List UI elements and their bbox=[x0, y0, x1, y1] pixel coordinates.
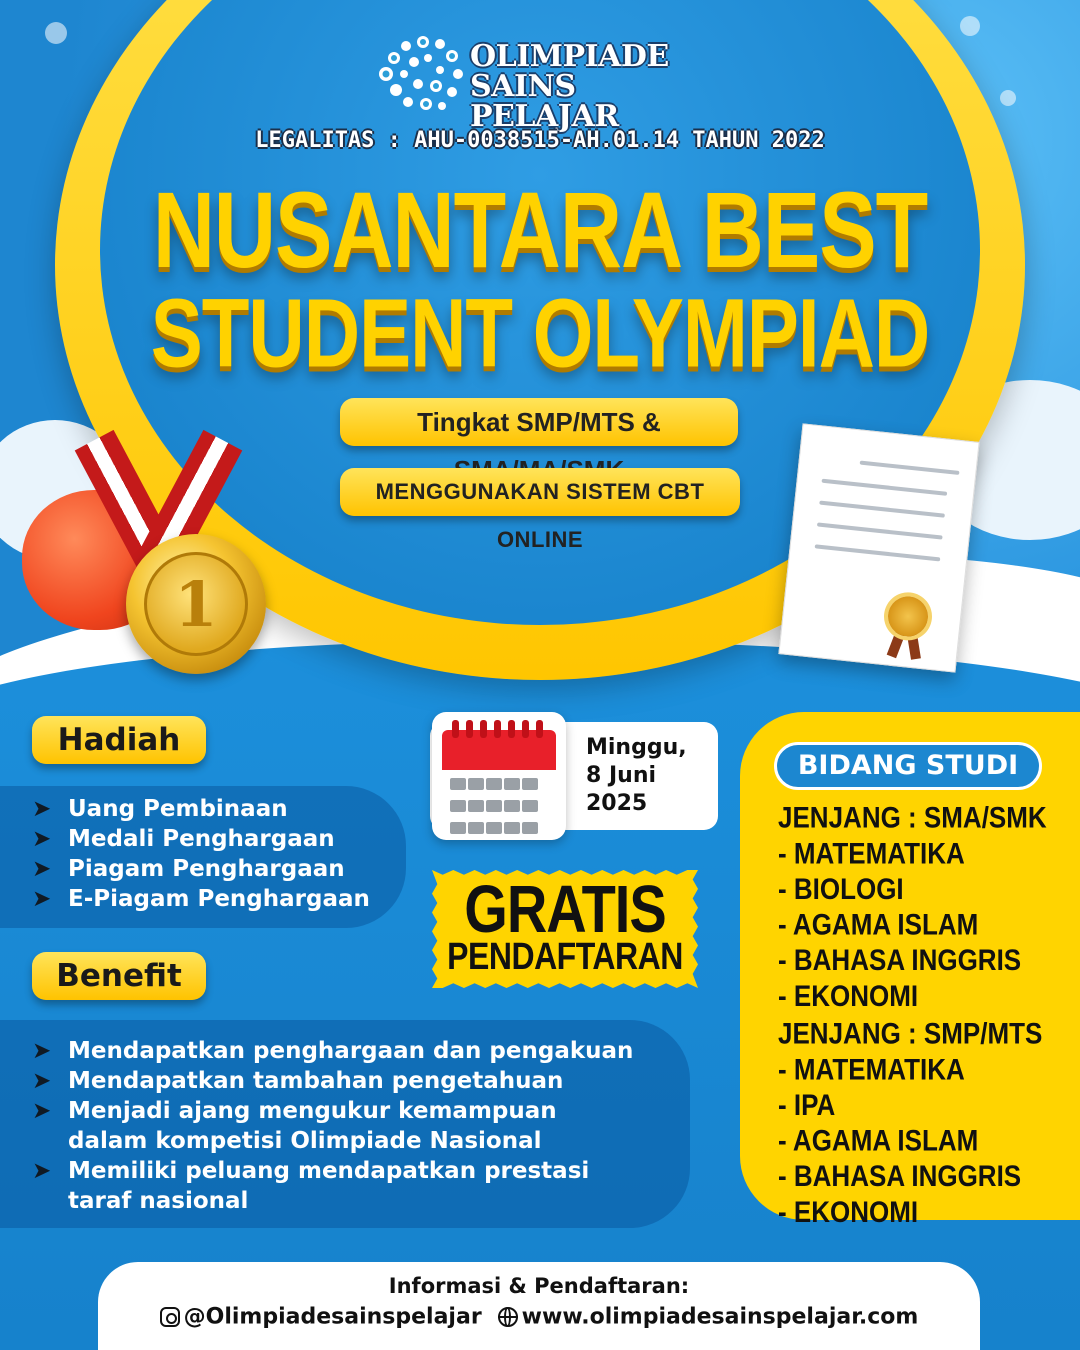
certificate-line bbox=[819, 501, 945, 518]
arrow-right-icon: ➤ bbox=[32, 886, 52, 912]
molecule-logo-icon bbox=[378, 34, 468, 114]
globe-icon bbox=[498, 1307, 518, 1327]
certificate-line bbox=[817, 522, 943, 539]
gold-medal-icon bbox=[126, 534, 266, 674]
decor-dot bbox=[45, 22, 67, 44]
list-item bbox=[32, 1066, 672, 1096]
calendar-ring bbox=[508, 720, 515, 738]
subject-item: - BAHASA INGGRIS bbox=[778, 1158, 1022, 1194]
arrow-right-icon: ➤ bbox=[32, 1158, 52, 1184]
calendar-ring bbox=[466, 720, 473, 738]
subject-item: - AGAMA ISLAM bbox=[778, 906, 979, 942]
jenjang-sma-title: JENJANG : SMA/SMK bbox=[778, 800, 1047, 835]
certificate-line bbox=[822, 479, 948, 496]
jenjang-sma-list bbox=[778, 800, 1047, 1014]
jenjang-smp-title: JENJANG : SMP/MTS bbox=[778, 1016, 1043, 1051]
subject-item: - EKONOMI bbox=[778, 1194, 919, 1229]
calendar-ring bbox=[536, 720, 543, 738]
list-item bbox=[32, 884, 370, 914]
benefit-label: Benefit bbox=[32, 952, 206, 1000]
website-link[interactable]: www.olimpiadesainspelajar.com bbox=[521, 1304, 919, 1330]
calendar-grid bbox=[450, 778, 550, 844]
instagram-handle[interactable]: @Olimpiadesainspelajar bbox=[183, 1304, 482, 1330]
hadiah-label: Hadiah bbox=[32, 716, 206, 764]
subject-item: - EKONOMI bbox=[778, 978, 919, 1013]
sistem-tag: MENGGUNAKAN SISTEM CBT ONLINE bbox=[340, 468, 740, 516]
logo bbox=[378, 34, 708, 134]
arrow-right-icon: ➤ bbox=[32, 1068, 52, 1094]
subject-item: - BAHASA INGGRIS bbox=[778, 942, 1022, 978]
certificate-seal bbox=[886, 594, 930, 638]
legalitas: LEGALITAS : AHU-0038515-AH.01.14 TAHUN 2022 bbox=[255, 128, 825, 153]
subject-item: - MATEMATIKA bbox=[778, 835, 965, 871]
list-item bbox=[32, 1156, 612, 1216]
list-item bbox=[32, 824, 370, 854]
certificate-line bbox=[815, 544, 941, 561]
logo-text bbox=[470, 39, 708, 134]
bidang-studi-label: BIDANG STUDI bbox=[774, 742, 1042, 790]
logo-line-2: SAINS PELAJAR bbox=[470, 69, 619, 134]
benefit-item: Memiliki peluang mendapatkan prestasi taraf nasional bbox=[68, 1158, 590, 1214]
title-line-2: STUDENT OLYMPIAD bbox=[150, 277, 930, 388]
event-date bbox=[586, 734, 706, 818]
subject-item: - MATEMATIKA bbox=[778, 1051, 965, 1087]
title-line-1: NUSANTARA BEST bbox=[152, 170, 928, 291]
medal-number: 1 bbox=[144, 552, 248, 656]
hadiah-list bbox=[32, 794, 370, 914]
arrow-right-icon: ➤ bbox=[32, 796, 52, 822]
list-item bbox=[32, 794, 370, 824]
list-item bbox=[32, 854, 370, 884]
list-item bbox=[32, 1036, 672, 1066]
calendar-ring bbox=[522, 720, 529, 738]
arrow-right-icon: ➤ bbox=[32, 1038, 52, 1064]
hadiah-item: Piagam Penghargaan bbox=[68, 856, 345, 882]
arrow-right-icon: ➤ bbox=[32, 856, 52, 882]
calendar-icon bbox=[432, 712, 566, 840]
decor-dot bbox=[960, 16, 980, 36]
certificate-icon bbox=[778, 423, 979, 672]
benefit-item: Menjadi ajang mengukur kemampuan dalam kompetisi Olimpiade Nasional bbox=[68, 1098, 557, 1154]
calendar-ring bbox=[494, 720, 501, 738]
benefit-item: Mendapatkan tambahan pengetahuan bbox=[68, 1068, 564, 1094]
list-item bbox=[32, 1096, 592, 1156]
gratis-title: GRATIS bbox=[464, 870, 666, 947]
hadiah-item: Uang Pembinaan bbox=[68, 796, 288, 822]
tingkat-tag: Tingkat SMP/MTS & bbox=[340, 398, 738, 446]
date-day: Minggu, bbox=[586, 735, 687, 760]
decor-dot bbox=[1000, 90, 1016, 106]
hadiah-item: Medali Penghargaan bbox=[68, 826, 335, 852]
date-year: 2025 bbox=[586, 791, 648, 816]
arrow-right-icon: ➤ bbox=[32, 1098, 52, 1124]
hadiah-item: E-Piagam Penghargaan bbox=[68, 886, 370, 912]
certificate-ribbon bbox=[907, 633, 921, 660]
arrow-right-icon: ➤ bbox=[32, 826, 52, 852]
certificate-line bbox=[860, 461, 960, 475]
date-month: 8 Juni bbox=[586, 763, 657, 788]
calendar-ring bbox=[480, 720, 487, 738]
jenjang-smp-list bbox=[778, 1016, 1042, 1230]
benefit-item: Mendapatkan penghargaan dan pengakuan bbox=[68, 1038, 634, 1064]
benefit-list bbox=[32, 1036, 672, 1216]
logo-line-1: OLIMPIADE bbox=[470, 39, 669, 74]
subject-item: - BIOLOGI bbox=[778, 871, 904, 906]
subject-item: - AGAMA ISLAM bbox=[778, 1122, 979, 1158]
instagram-icon bbox=[160, 1307, 180, 1327]
footer-title: Informasi & Pendaftaran: bbox=[388, 1274, 690, 1298]
gratis-subtitle: PENDAFTARAN bbox=[447, 934, 683, 978]
calendar-ring bbox=[452, 720, 459, 738]
footer-contacts bbox=[98, 1304, 980, 1330]
subject-item: - IPA bbox=[778, 1087, 836, 1122]
